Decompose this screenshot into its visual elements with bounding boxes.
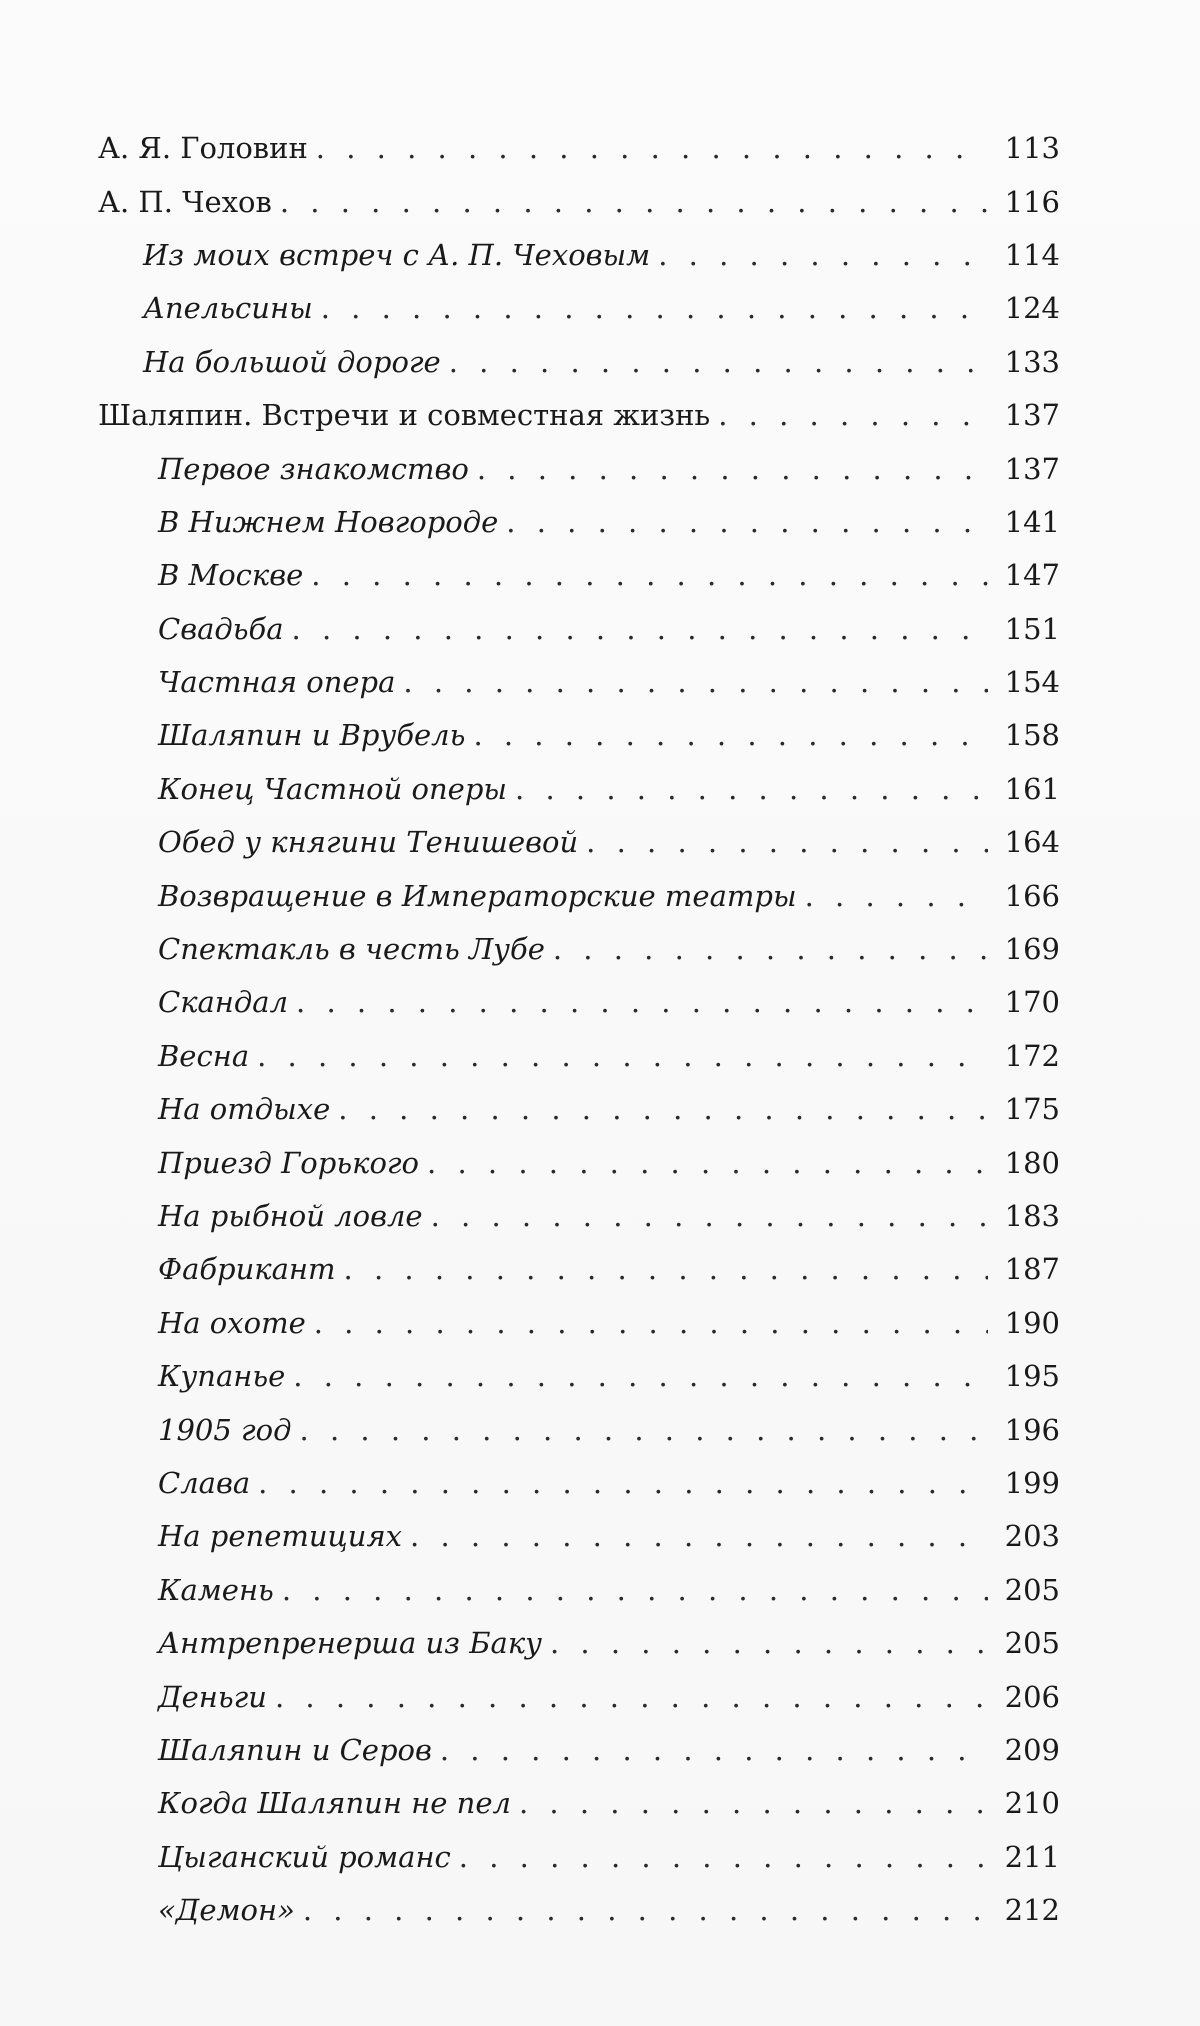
toc-dot-leader — [282, 1576, 988, 1605]
toc-dot-leader — [314, 1309, 988, 1338]
toc-entry-title: Шаляпин и Серов — [158, 1732, 432, 1767]
toc-entry-page-number: 172 — [1004, 1038, 1060, 1073]
toc-dot-leader — [553, 935, 988, 964]
toc-entry — [98, 603, 1060, 656]
toc-entry-page-number: 158 — [1004, 718, 1060, 753]
toc-entry — [98, 763, 1060, 816]
toc-entry — [98, 336, 1060, 389]
toc-entry-title: На репетициях — [158, 1519, 403, 1554]
toc-entry-title: Конец Частной оперы — [158, 771, 508, 806]
toc-dot-leader — [338, 1095, 988, 1124]
toc-entry-page-number: 164 — [1004, 825, 1060, 860]
toc-entry-title: Деньги — [158, 1679, 267, 1714]
toc-dot-leader — [316, 134, 988, 163]
toc-entry-title: В Нижнем Новгороде — [158, 504, 499, 539]
toc-entry-title: Шаляпин. Встречи и совместная жизнь — [98, 398, 711, 433]
toc-dot-leader — [477, 455, 988, 484]
toc-entry-page-number: 180 — [1004, 1145, 1060, 1180]
toc-dot-leader — [258, 1469, 988, 1498]
toc-entry-page-number: 203 — [1004, 1519, 1060, 1554]
toc-entry-title: Слава — [158, 1465, 251, 1500]
toc-dot-leader — [449, 348, 988, 377]
toc-dot-leader — [403, 668, 988, 697]
toc-entry — [98, 923, 1060, 976]
toc-entry — [98, 1403, 1060, 1456]
toc-entry — [98, 1190, 1060, 1243]
toc-entry-page-number: 116 — [1004, 184, 1060, 219]
toc-entry-page-number: 205 — [1004, 1572, 1060, 1607]
toc-entry-title: Первое знакомство — [158, 451, 469, 486]
toc-entry-title: Купанье — [158, 1359, 286, 1394]
toc-entry-page-number: 170 — [1004, 985, 1060, 1020]
toc-entry-page-number: 166 — [1004, 878, 1060, 913]
toc-entry-page-number: 209 — [1004, 1732, 1060, 1767]
toc-entry-page-number: 147 — [1004, 558, 1060, 593]
toc-entry-title: Возвращение в Императорские театры — [158, 878, 797, 913]
toc-dot-leader — [506, 508, 988, 537]
toc-entry — [98, 1724, 1060, 1777]
toc-entry — [98, 389, 1060, 442]
toc-dot-leader — [410, 1522, 988, 1551]
toc-entry-title: 1905 год — [158, 1412, 292, 1447]
toc-entry-page-number: 210 — [1004, 1786, 1060, 1821]
toc-dot-leader — [805, 882, 988, 911]
toc-entry-title: Из моих встреч с А. П. Чеховым — [143, 237, 651, 272]
toc-entry — [98, 122, 1060, 175]
toc-dot-leader — [586, 828, 988, 857]
toc-entry-page-number: 190 — [1004, 1305, 1060, 1340]
toc-entry-page-number: 212 — [1004, 1893, 1060, 1928]
toc-entry-page-number: 187 — [1004, 1252, 1060, 1287]
toc-dot-leader — [519, 1789, 988, 1818]
toc-entry-page-number: 195 — [1004, 1359, 1060, 1394]
toc-dot-leader — [550, 1629, 988, 1658]
toc-entry — [98, 1350, 1060, 1403]
toc-entry-page-number: 154 — [1004, 665, 1060, 700]
toc-entry — [98, 1564, 1060, 1617]
toc-entry — [98, 1083, 1060, 1136]
toc-entry-title: «Демон» — [158, 1893, 295, 1928]
toc-dot-leader — [431, 1202, 988, 1231]
toc-entry — [98, 1884, 1060, 1937]
toc-entry-title: Камень — [158, 1572, 274, 1607]
toc-dot-leader — [344, 1255, 988, 1284]
toc-entry-title: А. Я. Головин — [98, 131, 308, 166]
toc-entry-page-number: 137 — [1004, 398, 1060, 433]
toc-entry-page-number: 124 — [1004, 291, 1060, 326]
toc-entry — [98, 1670, 1060, 1723]
toc-entry — [98, 656, 1060, 709]
toc-entry — [98, 976, 1060, 1029]
toc-entry-title: На охоте — [158, 1305, 306, 1340]
toc-entry — [98, 869, 1060, 922]
toc-dot-leader — [473, 721, 988, 750]
toc-entry-title: Весна — [158, 1038, 250, 1073]
toc-entry-title: Приезд Горького — [158, 1145, 420, 1180]
toc-dot-leader — [459, 1843, 988, 1872]
toc-dot-leader — [257, 1042, 988, 1071]
toc-entry-page-number: 161 — [1004, 771, 1060, 806]
toc-entry-title: Антрепренерша из Баку — [158, 1626, 542, 1661]
toc-dot-leader — [718, 401, 988, 430]
toc-entry-title: На отдыхе — [158, 1092, 331, 1127]
toc-entry — [98, 1136, 1060, 1189]
toc-entry-title: Когда Шаляпин не пел — [158, 1786, 511, 1821]
toc-entry — [98, 1297, 1060, 1350]
toc-dot-leader — [427, 1149, 988, 1178]
toc-entry — [98, 282, 1060, 335]
toc-dot-leader — [303, 1896, 988, 1925]
toc-entry-page-number: 137 — [1004, 451, 1060, 486]
toc-entry — [98, 442, 1060, 495]
toc-entry-page-number: 211 — [1004, 1839, 1060, 1874]
toc-entry-title: Апельсины — [143, 291, 313, 326]
toc-entry-title: На рыбной ловле — [158, 1199, 423, 1233]
toc-entry-page-number: 114 — [1004, 237, 1060, 272]
toc-entry-title: Свадьба — [158, 611, 284, 646]
toc-entry-page-number: 169 — [1004, 932, 1060, 967]
toc-entry — [98, 1617, 1060, 1670]
toc-entry-page-number: 205 — [1004, 1626, 1060, 1661]
toc-entry-title: Скандал — [158, 985, 289, 1020]
toc-entry-title: Обед у княгини Тенишевой — [158, 825, 579, 860]
toc-entry-page-number: 133 — [1004, 344, 1060, 379]
toc-entry — [98, 1243, 1060, 1296]
toc-entry-title: Частная опера — [158, 665, 396, 700]
toc-entry-title: Цыганский романс — [158, 1839, 451, 1874]
toc-entry — [98, 1457, 1060, 1510]
toc-dot-leader — [292, 615, 988, 644]
table-of-contents — [98, 122, 1060, 1937]
toc-dot-leader — [280, 188, 988, 217]
toc-entry-title: Спектакль в честь Лубе — [158, 932, 545, 967]
toc-entry — [98, 229, 1060, 282]
toc-entry — [98, 496, 1060, 549]
toc-entry-page-number: 206 — [1004, 1679, 1060, 1714]
toc-entry — [98, 816, 1060, 869]
toc-entry-title: Шаляпин и Врубель — [158, 718, 466, 753]
toc-dot-leader — [300, 1416, 988, 1445]
toc-dot-leader — [440, 1736, 988, 1765]
toc-entry-page-number: 113 — [1004, 131, 1060, 166]
toc-entry-page-number: 183 — [1004, 1199, 1060, 1233]
toc-entry — [98, 1030, 1060, 1083]
toc-entry — [98, 1777, 1060, 1830]
toc-dot-leader — [293, 1362, 988, 1391]
toc-entry-title: А. П. Чехов — [98, 184, 272, 219]
toc-dot-leader — [658, 241, 988, 270]
toc-dot-leader — [275, 1683, 988, 1712]
toc-entry-page-number: 175 — [1004, 1092, 1060, 1127]
toc-entry — [98, 175, 1060, 228]
toc-entry-page-number: 196 — [1004, 1412, 1060, 1447]
toc-entry-page-number: 199 — [1004, 1465, 1060, 1500]
toc-dot-leader — [515, 775, 988, 804]
toc-entry-page-number: 141 — [1004, 504, 1060, 539]
toc-entry — [98, 1510, 1060, 1563]
toc-entry-page-number: 151 — [1004, 611, 1060, 646]
toc-dot-leader — [296, 988, 988, 1017]
toc-dot-leader — [311, 561, 988, 590]
toc-entry-title: В Москве — [158, 558, 304, 593]
toc-entry — [98, 549, 1060, 602]
toc-entry — [98, 1831, 1060, 1884]
toc-entry-title: Фабрикант — [158, 1252, 336, 1287]
toc-entry-title: На большой дороге — [143, 344, 441, 379]
toc-entry — [98, 709, 1060, 762]
toc-dot-leader — [321, 294, 988, 323]
